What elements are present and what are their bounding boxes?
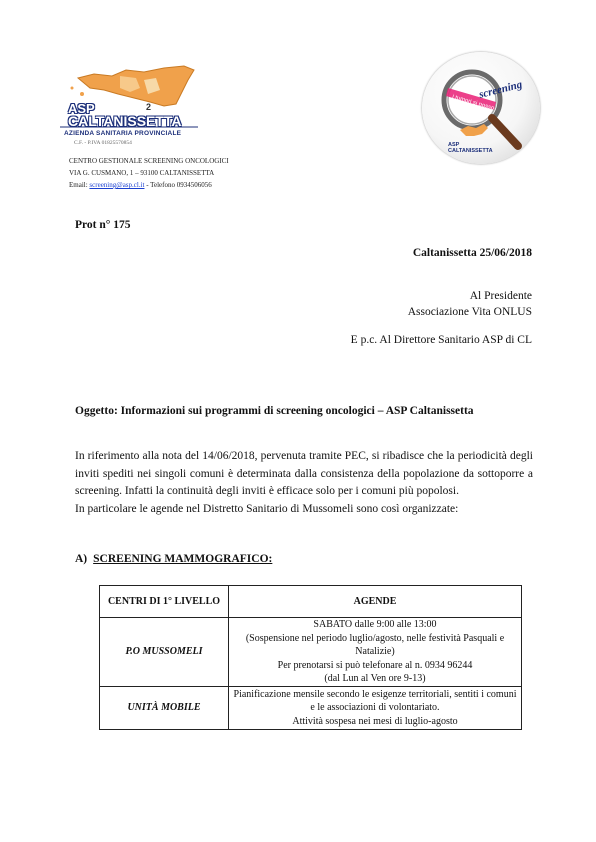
agenda-line: Attività sospesa nei mesi di luglio-agosto (292, 715, 458, 727)
logo-inner-name: CALTANISSETTA (448, 148, 493, 154)
cc-line: E p.c. Al Direttore Sanitario ASP di CL (350, 334, 532, 346)
recipient-block (408, 288, 532, 320)
center-address: VIA G. CUSMANO, 1 – 93100 CALTANISSETTA (69, 169, 215, 177)
table-row (100, 618, 522, 687)
paragraph-1: In riferimento alla nota del 14/06/2018, pervenuta tramite PEC, si ribadisce che la periodicità degli inviti spediti nei singoli comuni è determinata dalla consistenza della popolazione da sottoporre a screening. Infatti la continuità degli inviti è efficace solo per i comuni più popolosi. (75, 450, 533, 498)
logo-screening-word: screening (477, 78, 524, 101)
email-link[interactable]: screening@asp.cl.it (89, 181, 145, 189)
email-label: Email: (69, 181, 88, 189)
logo-ribbon-text: i tumori si posso (451, 94, 495, 112)
center-name: CENTRO GESTIONALE SCREENING ONCOLOGICI (69, 157, 229, 165)
letter-body (75, 448, 533, 518)
protocol-number: Prot n° 175 (75, 219, 131, 231)
agenda-line: SABATO dalle 9:00 alle 13:00 (313, 619, 437, 631)
recipient-line-1: Al Presidente (469, 290, 532, 302)
screening-logo (422, 52, 540, 164)
logo-inner-asp: ASP (448, 142, 460, 148)
asp-logo-subtitle: AZIENDA SANITARIA PROVINCIALE (64, 130, 182, 137)
agenda-line: (Sospensione nel periodo luglio/agosto, nelle festività Pasquali e Natalizie) (245, 632, 505, 658)
schedule-table (99, 585, 522, 730)
agenda-line: Per prenotarsi si può telefonare al n. 0934 96244 (277, 659, 473, 671)
section-letter: A) (75, 553, 88, 565)
section-title: SCREENING MAMMOGRAFICO: (93, 553, 273, 565)
table-header-agende: AGENDE (229, 586, 522, 618)
tax-code: C.F. - P.IVA 01825570854 (74, 140, 132, 146)
phone-text: - Telefono 0934506056 (144, 181, 212, 189)
table-header-row (100, 586, 522, 618)
table-cell-agenda (229, 687, 522, 730)
table-cell-center: P.O MUSSOMELI (100, 618, 229, 687)
table-header-centers: CENTRI DI 1° LIVELLO (100, 586, 229, 618)
asp-logo-title: ASP CALTANISSETTA (68, 101, 182, 129)
agenda-line: (dal Lun al Ven ore 9-13) (324, 673, 426, 685)
letter-date: Caltanissetta 25/06/2018 (412, 247, 532, 259)
contact-line (69, 179, 229, 191)
recipient-line-2: Associazione Vita ONLUS (407, 306, 532, 318)
subject-line: Oggetto: Informazioni sui programmi di screening oncologici – ASP Caltanissetta (75, 405, 474, 417)
table-cell-center: UNITÀ MOBILE (100, 687, 229, 730)
map-number: 2 (146, 102, 152, 112)
section-heading (75, 553, 272, 565)
magnifier-icon (422, 52, 540, 164)
paragraph-2: In particolare le agende nel Distretto Sanitario di Mussomeli sono così organizzate: (75, 502, 459, 515)
asp-logo (60, 58, 200, 140)
table-cell-agenda (229, 618, 522, 687)
sender-block (69, 155, 229, 191)
agenda-line: Pianificazione mensile secondo le esigenze territoriali, sentiti i comuni e le associazioni di volontariato. (233, 688, 517, 714)
table-row (100, 687, 522, 730)
